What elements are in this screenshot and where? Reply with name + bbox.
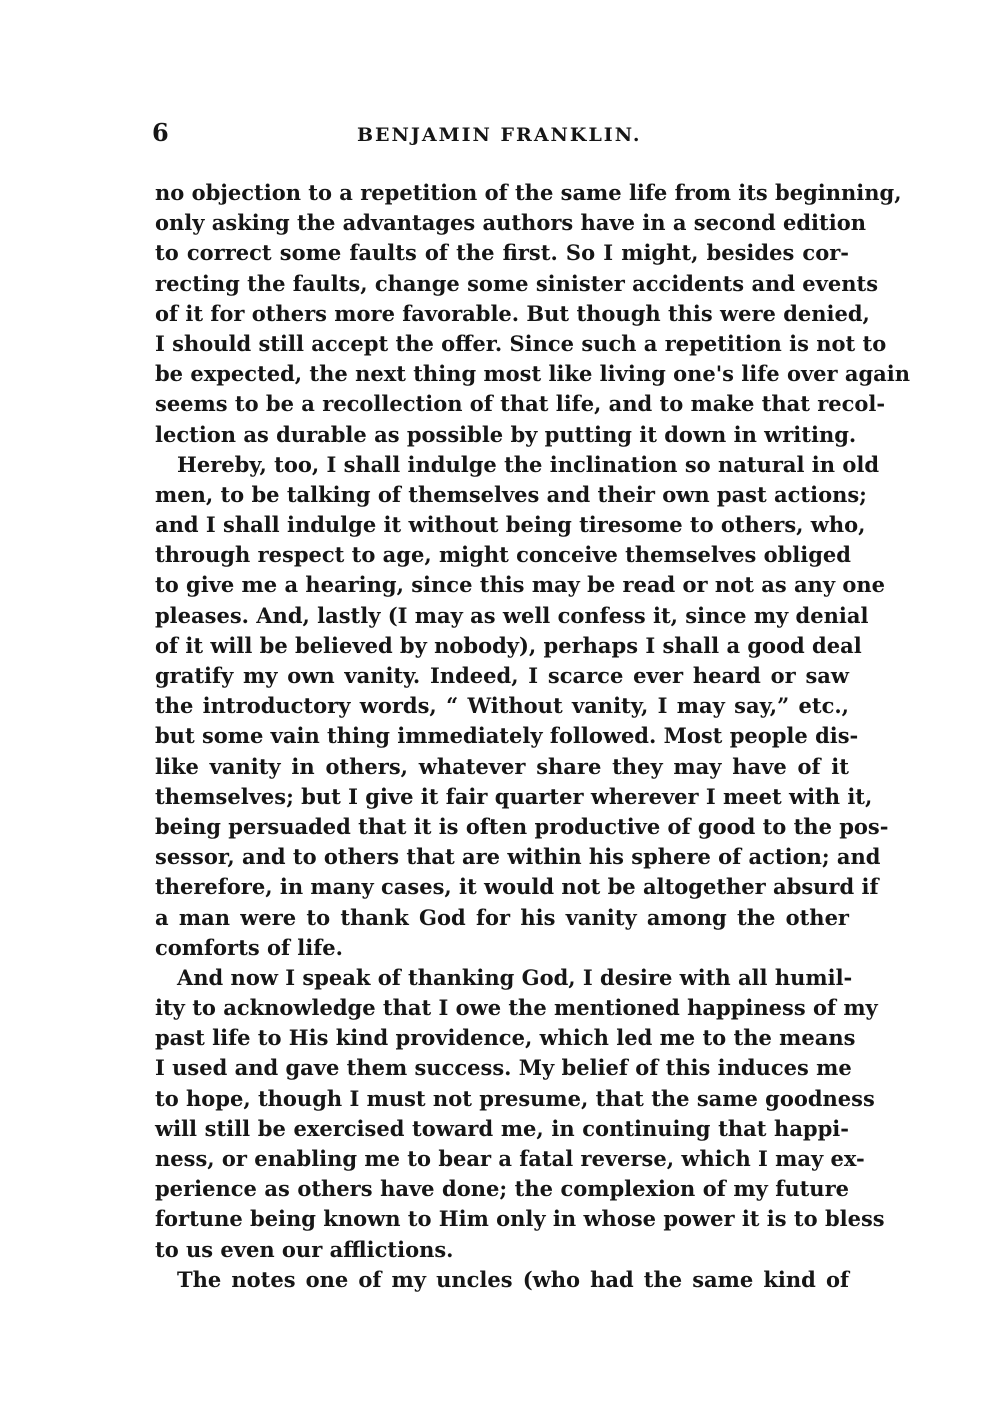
text-line: recting the faults, change some sinister accidents and events: [155, 270, 879, 296]
text-line: be expected, the next thing most like living one's life over again: [155, 361, 911, 387]
running-head: [152, 118, 852, 148]
text-line: of it will be believed by nobody), perhaps I shall a good deal: [155, 632, 862, 658]
text-line: Hereby, too, I shall indulge the inclination so natural in old: [177, 451, 880, 477]
text-line: and I shall indulge it without being tiresome to others, who,: [155, 512, 866, 538]
text-line: a man were to thank God for his vanity among the other: [155, 904, 849, 930]
text-line: gratify my own vanity. Indeed, I scarce ever heard or saw: [155, 663, 849, 688]
text-line: The notes one of my uncles (who had the same kind of: [177, 1266, 849, 1292]
text-line: I should still accept the offer. Since such a repetition is not to: [155, 330, 887, 356]
text-line: I used and gave them success. My belief of this induces me: [155, 1055, 852, 1081]
text-line: to give me a hearing, since this may be read or not as any one: [155, 572, 885, 598]
text-line: themselves; but I give it fair quarter wherever I meet with it,: [155, 783, 873, 809]
text-line: lection as durable as possible by putting it down in writing.: [155, 421, 857, 447]
text-line: only asking the advantages authors have in a second edition: [155, 210, 866, 236]
text-line: through respect to age, might conceive themselves obliged: [155, 542, 851, 568]
text-line: past life to His kind providence, which led me to the means: [155, 1025, 856, 1051]
body-text: [155, 178, 911, 1295]
text-line: no objection to a repetition of the same life from its beginning,: [155, 180, 902, 205]
text-line: perience as others have done; the complexion of my future: [155, 1176, 849, 1202]
text-line: men, to be talking of themselves and their own past actions;: [155, 481, 867, 507]
text-line: being persuaded that it is often productive of good to the pos-: [155, 813, 889, 839]
text-line: to correct some faults of the first. So I might, besides cor-: [155, 240, 849, 266]
text-line: ity to acknowledge that I owe the mentioned happiness of my: [155, 995, 878, 1021]
text-line: like vanity in others, whatever share they may have of it: [155, 753, 849, 779]
text-line: seems to be a recollection of that life, and to make that recol-: [155, 391, 886, 417]
text-line: but some vain thing immediately followed. Most people dis-: [155, 723, 859, 749]
text-line: of it for others more favorable. But though this were denied,: [155, 300, 870, 326]
text-line: will still be exercised toward me, in continuing that happi-: [155, 1115, 849, 1141]
text-line: fortune being known to Him only in whose power it is to bless: [155, 1206, 885, 1232]
text-line: to us even our afflictions.: [155, 1236, 454, 1262]
text-line: to hope, though I must not presume, that the same goodness: [155, 1085, 875, 1111]
text-line: pleases. And, lastly (I may as well confess it, since my denial: [155, 602, 869, 628]
text-line: And now I speak of thanking God, I desire with all humil-: [177, 964, 853, 990]
text-line: comforts of life.: [155, 934, 343, 960]
text-line: ness, or enabling me to bear a fatal reverse, which I may ex-: [155, 1146, 865, 1171]
running-title: BENJAMIN FRANKLIN.: [357, 124, 642, 146]
text-line: sessor, and to others that are within his sphere of action; and: [155, 844, 881, 870]
text-line: therefore, in many cases, it would not be altogether absurd if: [155, 874, 879, 900]
page-number: 6: [152, 118, 169, 147]
text-line: the introductory words, “ Without vanity, I may say,” etc.,: [155, 693, 849, 719]
